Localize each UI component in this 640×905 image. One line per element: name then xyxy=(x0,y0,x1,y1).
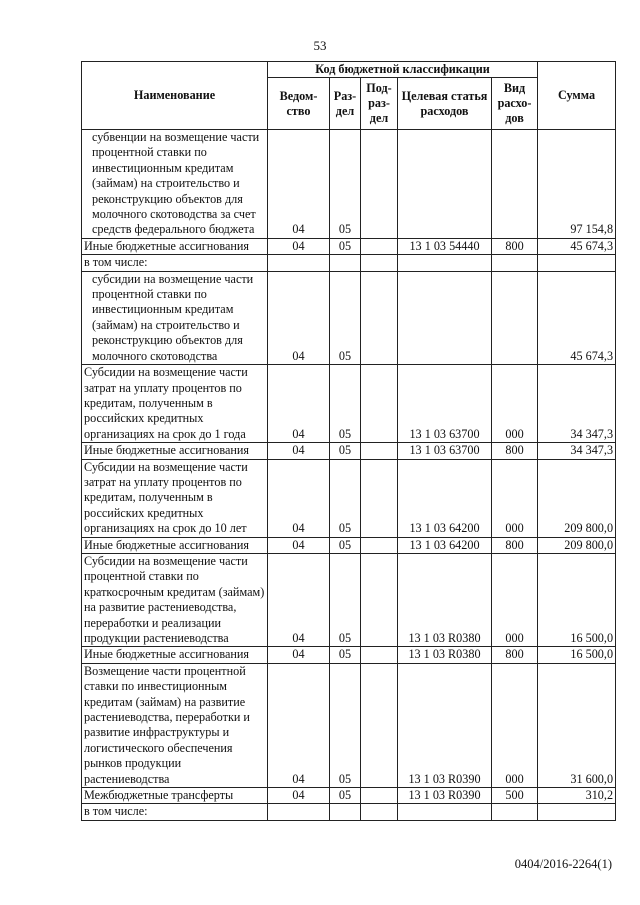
cell-section: 05 xyxy=(330,443,361,459)
cell-subsection xyxy=(361,553,398,646)
header-expense-type: Вид расхо-дов xyxy=(492,78,538,130)
table-row xyxy=(82,788,616,804)
cell-subsection xyxy=(361,663,398,787)
cell-name: Иные бюджетные ассигнования xyxy=(82,443,268,459)
cell-name: Иные бюджетные ассигнования xyxy=(82,537,268,553)
cell-expense-type: 000 xyxy=(492,663,538,787)
table-row xyxy=(82,553,616,646)
table-row xyxy=(82,663,616,787)
cell-sum: 34 347,3 xyxy=(538,443,616,459)
cell-target: 13 1 03 64200 xyxy=(398,459,492,537)
cell-dept: 04 xyxy=(268,459,330,537)
cell-expense-type: 000 xyxy=(492,365,538,443)
cell-expense-type: 800 xyxy=(492,647,538,663)
cell-dept: 04 xyxy=(268,443,330,459)
cell-expense-type: 000 xyxy=(492,459,538,537)
cell-dept: 04 xyxy=(268,647,330,663)
cell-expense-type xyxy=(492,804,538,820)
cell-sum: 16 500,0 xyxy=(538,553,616,646)
cell-dept: 04 xyxy=(268,537,330,553)
table-row xyxy=(82,537,616,553)
cell-target: 13 1 03 R0380 xyxy=(398,647,492,663)
cell-sum xyxy=(538,804,616,820)
cell-section: 05 xyxy=(330,788,361,804)
cell-subsection xyxy=(361,788,398,804)
table-body xyxy=(82,130,616,821)
cell-dept: 04 xyxy=(268,271,330,364)
cell-subsection xyxy=(361,271,398,364)
cell-section: 05 xyxy=(330,663,361,787)
cell-subsection xyxy=(361,537,398,553)
header-section: Раз-дел xyxy=(330,78,361,130)
cell-name: Субсидии на возмещение части процентной ставки по краткосрочным кредитам (займам) на развитие растениеводства, переработки и реализации продукции растениеводства xyxy=(82,553,268,646)
table-row xyxy=(82,255,616,271)
cell-dept: 04 xyxy=(268,130,330,239)
cell-subsection xyxy=(361,130,398,239)
cell-dept xyxy=(268,255,330,271)
table-row xyxy=(82,130,616,239)
cell-target: 13 1 03 63700 xyxy=(398,443,492,459)
table-row xyxy=(82,271,616,364)
table-row xyxy=(82,443,616,459)
header-name: Наименование xyxy=(82,62,268,130)
cell-sum: 31 600,0 xyxy=(538,663,616,787)
cell-target: 13 1 03 R0390 xyxy=(398,663,492,787)
header-sum: Сумма xyxy=(538,62,616,130)
cell-subsection xyxy=(361,804,398,820)
header-subsection: Под-раз-дел xyxy=(361,78,398,130)
table-row xyxy=(82,459,616,537)
cell-name: в том числе: xyxy=(82,255,268,271)
cell-expense-type: 500 xyxy=(492,788,538,804)
cell-section xyxy=(330,255,361,271)
cell-sum xyxy=(538,255,616,271)
cell-expense-type: 800 xyxy=(492,537,538,553)
cell-name: субвенции на возмещение части процентной ставки по инвестиционным кредитам (займам) на строительство и реконструкцию объектов для молочного скотоводства за счет средств федерального бюджета xyxy=(82,130,268,239)
cell-sum: 45 674,3 xyxy=(538,271,616,364)
cell-section: 05 xyxy=(330,271,361,364)
cell-name: субсидии на возмещение части процентной ставки по инвестиционным кредитам (займам) на строительство и реконструкцию объектов для молочного скотоводства xyxy=(82,271,268,364)
cell-name: Возмещение части процентной ставки по инвестиционным кредитам (займам) на развитие растениеводства, переработки и развитие инфраструктуры и логистического обеспечения рынков продукции растениеводства xyxy=(82,663,268,787)
cell-dept: 04 xyxy=(268,365,330,443)
table-row xyxy=(82,647,616,663)
cell-target: 13 1 03 63700 xyxy=(398,365,492,443)
cell-target: 13 1 03 R0390 xyxy=(398,788,492,804)
cell-subsection xyxy=(361,238,398,254)
cell-name: Субсидии на возмещение части затрат на уплату процентов по кредитам, полученным в российских кредитных организациях на срок до 1 года xyxy=(82,365,268,443)
cell-section: 05 xyxy=(330,553,361,646)
cell-target: 13 1 03 64200 xyxy=(398,537,492,553)
cell-target xyxy=(398,804,492,820)
cell-subsection xyxy=(361,255,398,271)
cell-dept: 04 xyxy=(268,788,330,804)
cell-dept xyxy=(268,804,330,820)
document-code: 0404/2016-2264(1) xyxy=(514,857,612,871)
cell-target xyxy=(398,130,492,239)
cell-section: 05 xyxy=(330,238,361,254)
cell-sum: 45 674,3 xyxy=(538,238,616,254)
cell-section xyxy=(330,804,361,820)
cell-dept: 04 xyxy=(268,238,330,254)
cell-name: Иные бюджетные ассигнования xyxy=(82,238,268,254)
table-row xyxy=(82,238,616,254)
cell-sum: 16 500,0 xyxy=(538,647,616,663)
cell-section: 05 xyxy=(330,537,361,553)
cell-target: 13 1 03 54440 xyxy=(398,238,492,254)
cell-section: 05 xyxy=(330,365,361,443)
cell-expense-type xyxy=(492,271,538,364)
cell-subsection xyxy=(361,443,398,459)
header-target: Целевая статья расходов xyxy=(398,78,492,130)
cell-subsection xyxy=(361,365,398,443)
cell-expense-type xyxy=(492,130,538,239)
header-classification-group: Код бюджетной классификации xyxy=(268,62,538,78)
table-row xyxy=(82,804,616,820)
cell-subsection xyxy=(361,459,398,537)
header-row-top xyxy=(82,62,616,78)
cell-name: Иные бюджетные ассигнования xyxy=(82,647,268,663)
cell-expense-type: 000 xyxy=(492,553,538,646)
cell-expense-type: 800 xyxy=(492,443,538,459)
cell-expense-type: 800 xyxy=(492,238,538,254)
cell-sum: 97 154,8 xyxy=(538,130,616,239)
cell-sum: 209 800,0 xyxy=(538,459,616,537)
cell-dept: 04 xyxy=(268,663,330,787)
cell-dept: 04 xyxy=(268,553,330,646)
table-row xyxy=(82,365,616,443)
cell-sum: 209 800,0 xyxy=(538,537,616,553)
cell-target xyxy=(398,271,492,364)
cell-sum: 310,2 xyxy=(538,788,616,804)
cell-target: 13 1 03 R0380 xyxy=(398,553,492,646)
cell-expense-type xyxy=(492,255,538,271)
cell-name: Субсидии на возмещение части затрат на уплату процентов по кредитам, полученным в российских кредитных организациях на срок до 10 лет xyxy=(82,459,268,537)
cell-sum: 34 347,3 xyxy=(538,365,616,443)
cell-subsection xyxy=(361,647,398,663)
budget-table xyxy=(81,61,616,821)
cell-section: 05 xyxy=(330,647,361,663)
page-number: 53 xyxy=(313,38,327,53)
cell-section: 05 xyxy=(330,459,361,537)
cell-section: 05 xyxy=(330,130,361,239)
cell-name: Межбюджетные трансферты xyxy=(82,788,268,804)
header-dept: Ведом-ство xyxy=(268,78,330,130)
cell-target xyxy=(398,255,492,271)
cell-name: в том числе: xyxy=(82,804,268,820)
